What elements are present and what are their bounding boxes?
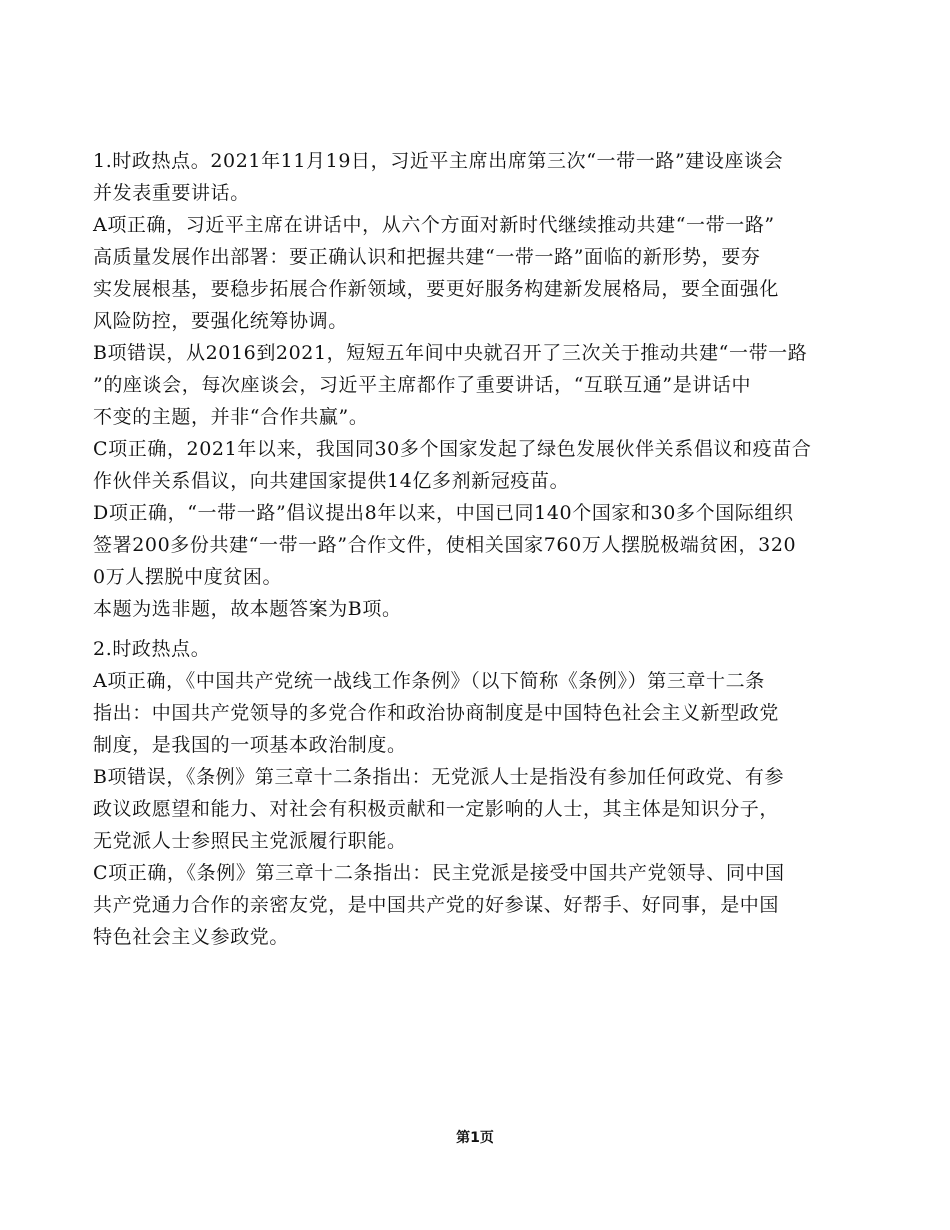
q1-option-b-line: B项错误，从2016到2021，短短五年间中央就召开了三次关于推动共建“一带一路 bbox=[93, 342, 808, 364]
q2-option-a-line: 制度，是我国的一项基本政治制度。 bbox=[93, 734, 407, 756]
q1-option-d-line: 签署200多份共建“一带一路”合作文件，使相关国家760万人摆脱极端贫困，320 bbox=[93, 534, 797, 556]
q2-option-b-line: 政议政愿望和能力、对社会有积极贡献和一定影响的人士，其主体是知识分子， bbox=[93, 798, 780, 820]
q1-option-c-line: C项正确，2021年以来，我国同30多个国家发起了绿色发展伙伴关系倡议和疫苗合 bbox=[93, 438, 812, 460]
q1-option-a-line: 高质量发展作出部署：要正确认识和把握共建“一带一路”面临的新形势，要夯 bbox=[93, 246, 761, 268]
q2-heading-line: 2.时政热点。 bbox=[93, 638, 211, 660]
q2-option-c-line: 特色社会主义参政党。 bbox=[93, 926, 290, 948]
question-divider bbox=[93, 625, 873, 633]
q1-option-a-line: 风险防控，要强化统筹协调。 bbox=[93, 310, 348, 332]
page-number: 第1页 bbox=[456, 1130, 494, 1146]
q1-option-c-line: 作伙伴关系倡议，向共建国家提供14亿多剂新冠疫苗。 bbox=[93, 470, 570, 492]
q1-heading-line: 并发表重要讲话。 bbox=[93, 182, 250, 204]
q1-option-b-line: 不变的主题，并非“合作共赢”。 bbox=[93, 406, 369, 428]
q1-option-a-line: A项正确，习近平主席在讲话中，从六个方面对新时代继续推动共建“一带一路” bbox=[93, 214, 775, 236]
document-body bbox=[93, 145, 873, 953]
q2-option-a-line: 指出：中国共产党领导的多党合作和政治协商制度是中国特色社会主义新型政党 bbox=[93, 702, 780, 724]
q2-option-a-line: A项正确，《中国共产党统一战线工作条例》（以下简称《条例》）第三章十二条 bbox=[93, 670, 765, 692]
q1-option-b-line: ”的座谈会，每次座谈会，习近平主席都作了重要讲话，“互联互通”是讲话中 bbox=[93, 374, 752, 396]
q1-option-d-line: D项正确，“一带一路”倡议提出8年以来，中国已同140个国家和30多个国际组织 bbox=[93, 502, 794, 524]
q1-option-a-line: 实发展根基，要稳步拓展合作新领域，要更好服务构建新发展格局，要全面强化 bbox=[93, 278, 780, 300]
q2-option-c-line: 共产党通力合作的亲密友党，是中国共产党的好参谋、好帮手、好同事，是中国 bbox=[93, 894, 780, 916]
q1-option-d-line: 0万人摆脱中度贫困。 bbox=[93, 566, 283, 588]
q2-option-c-line: C项正确，《条例》第三章十二条指出：民主党派是接受中国共产党领导、同中国 bbox=[93, 862, 785, 884]
q1-heading-line: 1.时政热点。2021年11月19日，习近平主席出席第三次“一带一路”建设座谈会 bbox=[93, 150, 784, 172]
q1-answer-line: 本题为选非题，故本题答案为B项。 bbox=[93, 598, 402, 620]
q2-option-b-line: B项错误，《条例》第三章十二条指出：无党派人士是指没有参加任何政党、有参 bbox=[93, 766, 785, 788]
q2-option-b-line: 无党派人士参照民主党派履行职能。 bbox=[93, 830, 407, 852]
